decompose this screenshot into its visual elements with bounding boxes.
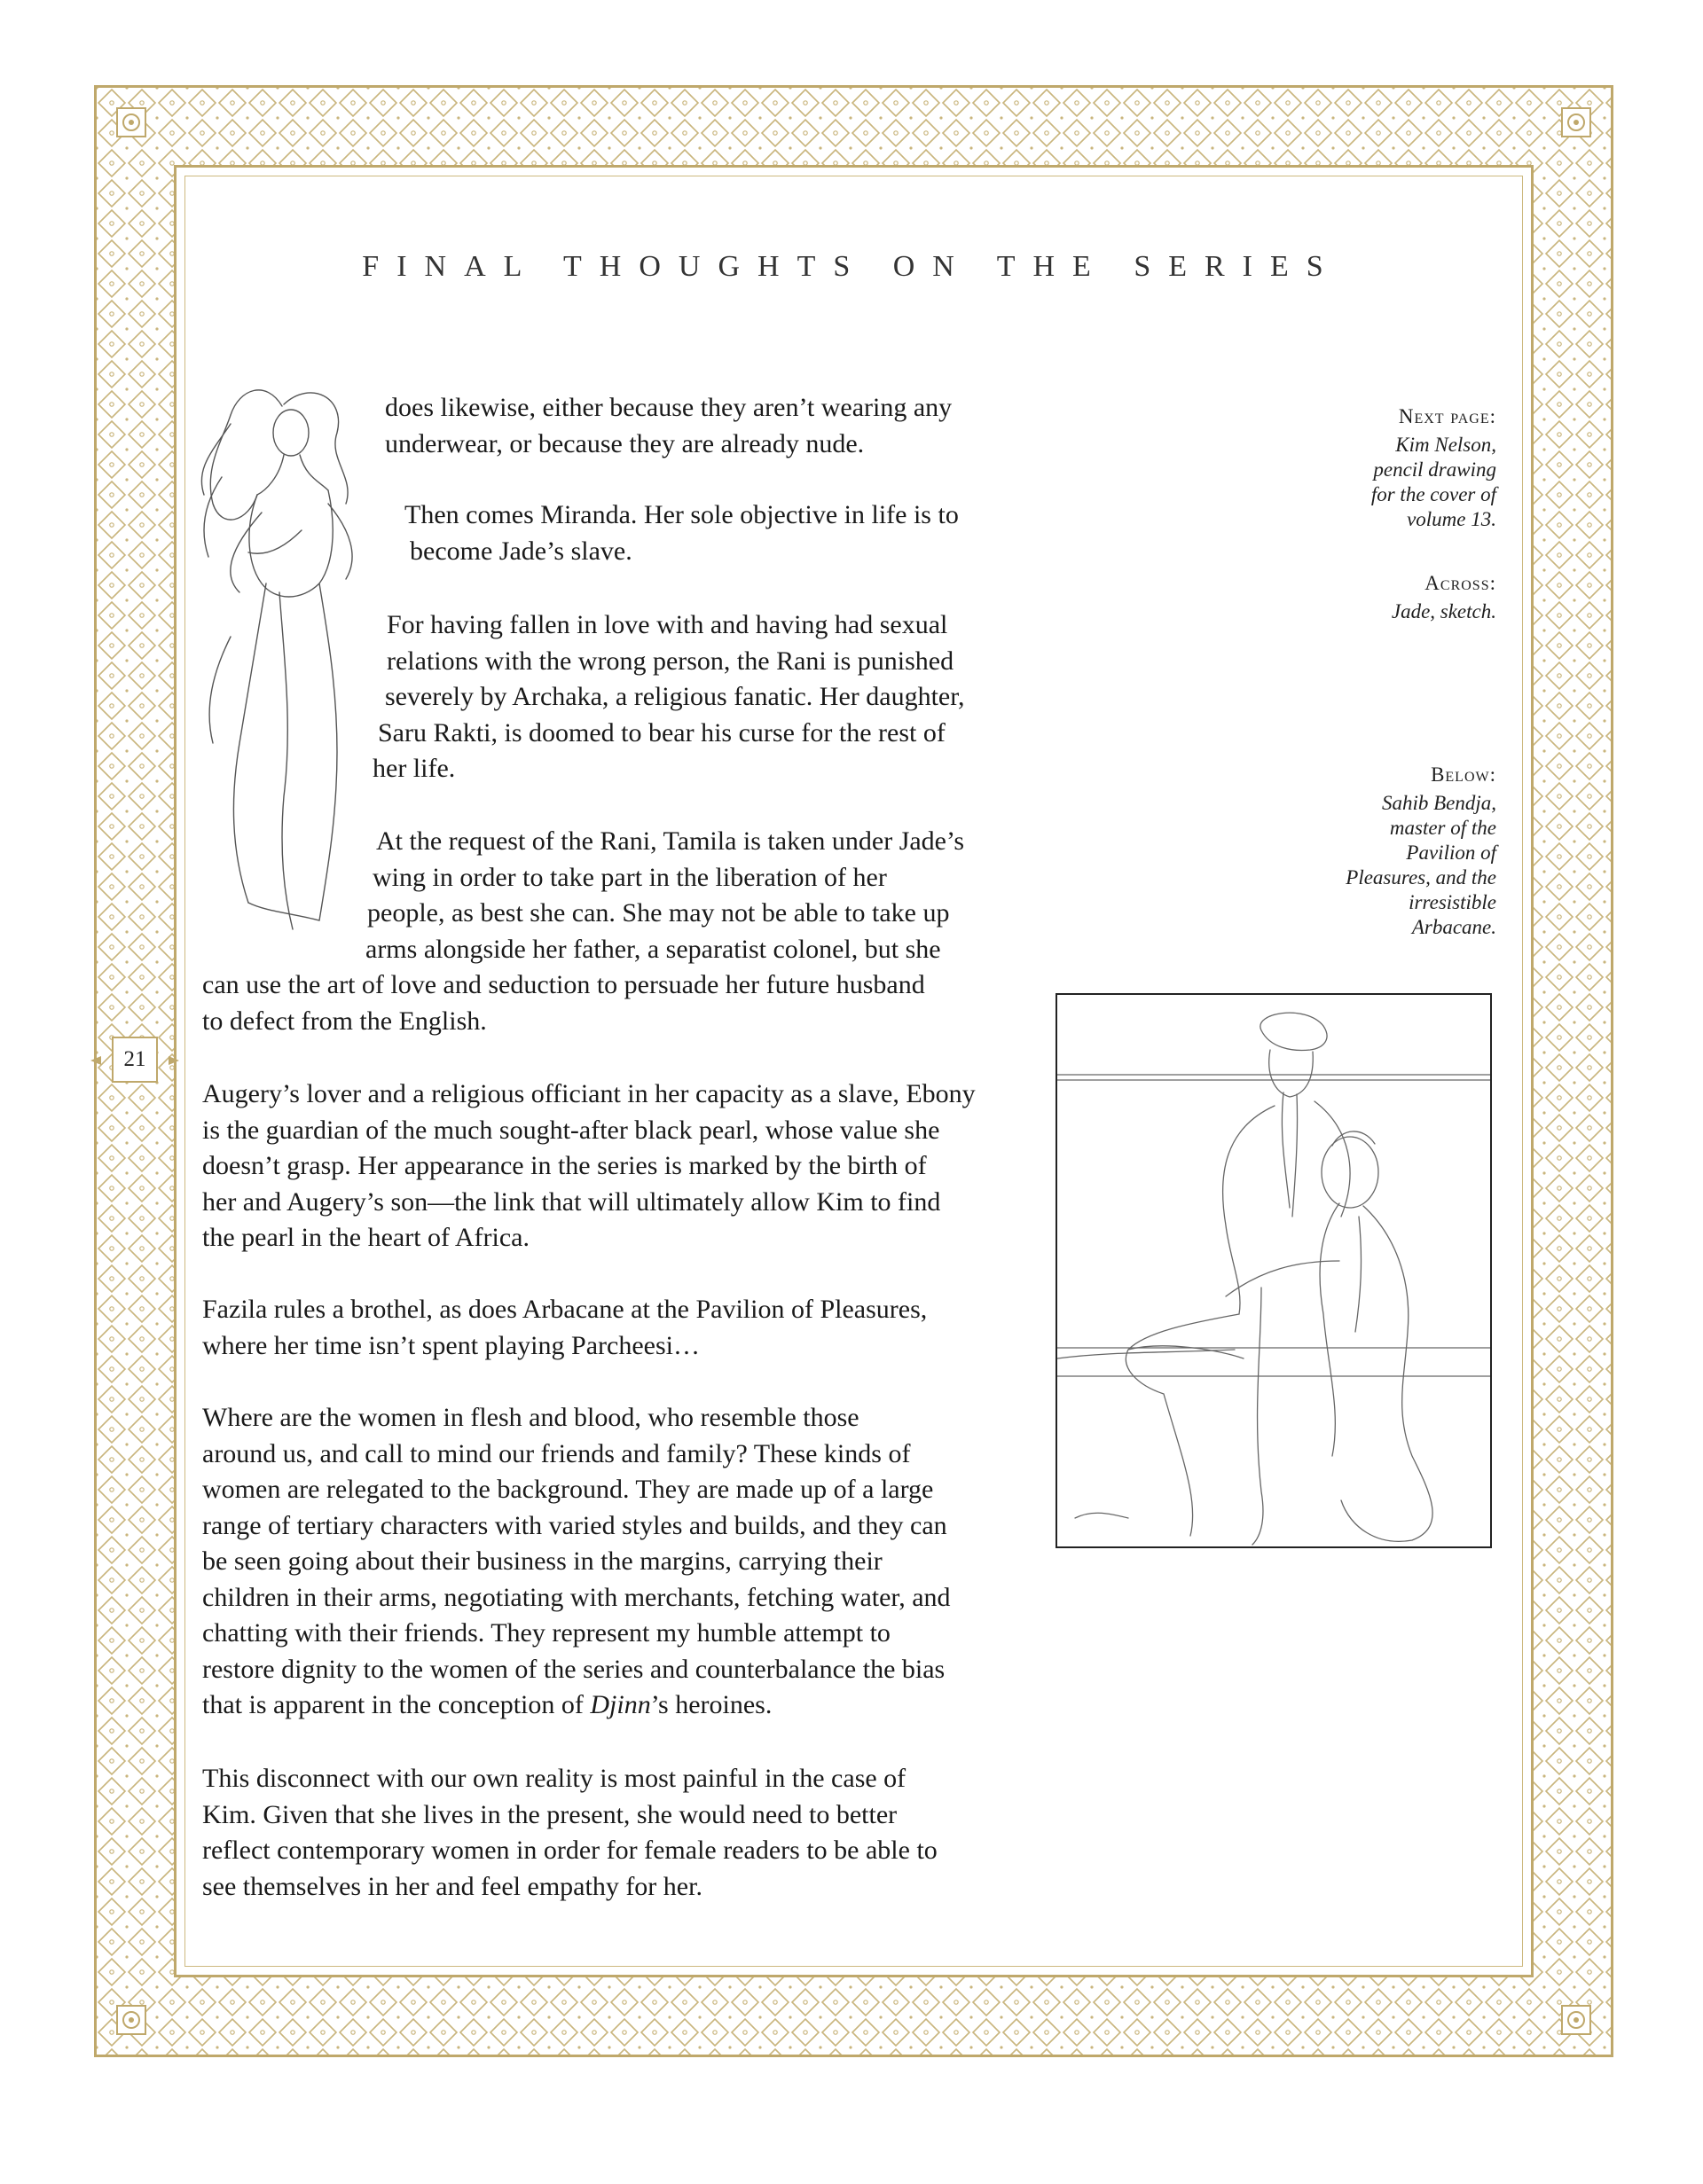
text-line: arms alongside her father, a separatist colonel, but she: [365, 934, 941, 964]
text-line: wing in order to take part in the liberation of her: [373, 862, 887, 892]
caption-line: for the cover of: [1370, 483, 1496, 505]
caption-next-page: [1371, 404, 1496, 532]
text-line: to defect from the English.: [202, 1006, 487, 1036]
paragraph-3: [373, 607, 965, 787]
text-line: range of tertiary characters with varied styles and builds, and they can: [202, 1510, 947, 1540]
paragraph-8: [202, 1761, 938, 1905]
caption-below: [1346, 763, 1496, 940]
text-line: Kim. Given that she lives in the present, she would need to better: [202, 1799, 898, 1829]
caption-line: irresistible: [1409, 891, 1496, 913]
text-line: severely by Archaka, a religious fanatic. Her daughter,: [385, 682, 965, 711]
text-line: Augery’s lover and a religious officiant in her capacity as a slave, Ebony: [202, 1079, 976, 1108]
text-line: reflect contemporary women in order for female readers to be able to: [202, 1836, 938, 1865]
text-line: This disconnect with our own reality is most painful in the case of: [202, 1764, 906, 1793]
paragraph-1: [385, 390, 952, 462]
text-line: At the request of the Rani, Tamila is taken under Jade’s: [376, 826, 965, 856]
caption-line: Kim Nelson,: [1395, 434, 1496, 456]
text-line: the pearl in the heart of Africa.: [202, 1223, 530, 1252]
text-line: Where are the women in flesh and blood, who resemble those: [202, 1403, 859, 1432]
sahib-bendja-sketch-image: [1056, 993, 1492, 1548]
text-line: underwear, or because they are already nude.: [385, 428, 865, 458]
pencil-drawing: [1057, 995, 1490, 1546]
corner-ornament-icon: [1558, 2002, 1594, 2038]
text-line: does likewise, either because they aren’t wearing any: [385, 393, 953, 422]
text-line: For having fallen in love with and having had sexual: [387, 610, 948, 639]
text-line: see themselves in her and feel empathy for her.: [202, 1871, 702, 1901]
page-title: FINAL THOUGHTS ON THE SERIES: [362, 250, 1341, 283]
text-line: relations with the wrong person, the Rani is punished: [387, 646, 954, 676]
text-line: [202, 1687, 951, 1724]
caption-line: Jade, sketch.: [1391, 600, 1496, 622]
book-title-djinn: Djinn: [590, 1690, 651, 1719]
caption-line: pencil drawing: [1373, 458, 1496, 481]
text-line: is the guardian of the much sought-after black pearl, whose value she: [202, 1115, 940, 1145]
text-line: around us, and call to mind our friends and family? These kinds of: [202, 1438, 911, 1468]
caption-line: Pavilion of: [1406, 842, 1496, 864]
paragraph-2: [404, 497, 959, 569]
caption-line: volume 13.: [1407, 508, 1496, 530]
text-line: people, as best she can. She may not be able to take up: [367, 898, 950, 928]
text-line: restore dignity to the women of the series and counterbalance the bias: [202, 1654, 946, 1684]
corner-ornament-icon: [1558, 105, 1594, 140]
text-line: chatting with their friends. They represent my humble attempt to: [202, 1618, 891, 1648]
caption-line: Pleasures, and the: [1346, 866, 1496, 888]
page-number: 21: [112, 1037, 158, 1083]
text-line: Fazila rules a brothel, as does Arbacane at the Pavilion of Pleasures,: [202, 1295, 928, 1324]
corner-ornament-icon: [114, 2002, 149, 2038]
text-line: her life.: [373, 754, 456, 783]
text-fragment: ’s heroines.: [650, 1690, 773, 1719]
caption-line: master of the: [1389, 817, 1496, 839]
caption-line: Arbacane.: [1411, 916, 1496, 938]
corner-ornament-icon: [114, 105, 149, 140]
paragraph-5: [202, 1076, 976, 1256]
text-line: where her time isn’t spent playing Parcheesi…: [202, 1330, 700, 1360]
text-line: can use the art of love and seduction to persuade her future husband: [202, 970, 925, 999]
caption-line: Sahib Bendja,: [1381, 792, 1496, 814]
paragraph-6: [202, 1292, 927, 1364]
paragraph-4: [202, 824, 964, 1039]
text-line: become Jade’s slave.: [410, 536, 632, 566]
caption-across: [1392, 571, 1496, 624]
caption-heading: Below:: [1431, 763, 1496, 786]
text-line: Then comes Miranda. Her sole objective in life is to: [404, 500, 959, 529]
text-line: her and Augery’s son—the link that will ultimately allow Kim to find: [202, 1186, 941, 1217]
text-fragment: that is apparent in the conception of: [202, 1690, 591, 1719]
text-line: women are relegated to the background. They are made up of a large: [202, 1475, 934, 1504]
caption-heading: Across:: [1424, 572, 1496, 594]
text-line: be seen going about their business in the margins, carrying their: [202, 1546, 883, 1576]
text-line: Saru Rakti, is doomed to bear his curse for the rest of: [378, 717, 946, 748]
text-line: children in their arms, negotiating with merchants, fetching water, and: [202, 1582, 951, 1612]
paragraph-7: [202, 1400, 951, 1724]
text-line: doesn’t grasp. Her appearance in the series is marked by the birth of: [202, 1151, 927, 1180]
caption-heading: Next page:: [1398, 405, 1496, 427]
